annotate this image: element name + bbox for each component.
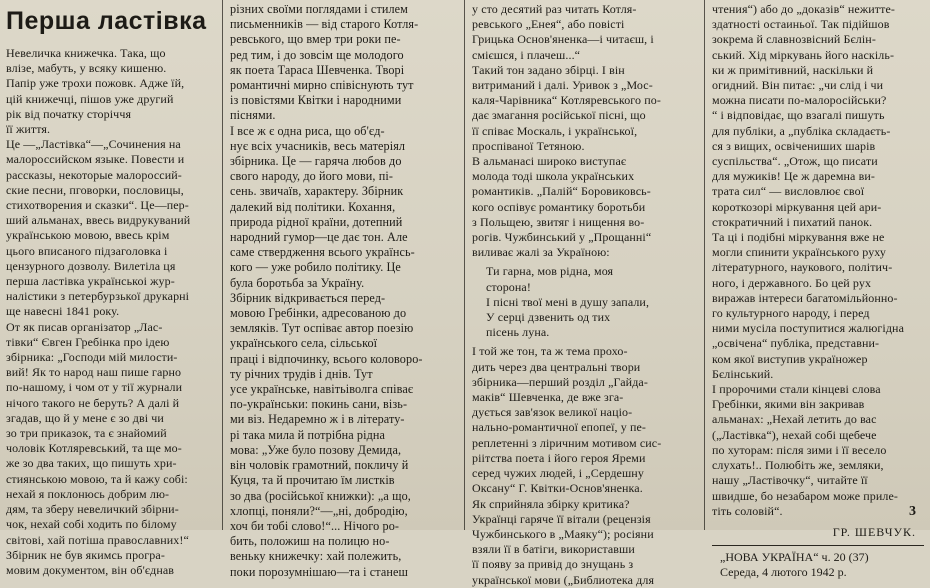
text-line: нічого такого не беруть? А далі й — [6, 395, 180, 410]
text-line: літературного, наукового, політич- — [712, 260, 893, 275]
text-line: От як писав організатор „Лас- — [6, 319, 163, 334]
text-line: Такий тон задано збірці. І він — [472, 62, 625, 77]
text-line: хлопці, поняли?“—„ні, добродію, — [230, 503, 408, 518]
text-line: ред тим, і до зовсім ще молодого — [230, 47, 404, 62]
text-line: тіть соловій“. — [712, 503, 783, 518]
text-line: І пророчими стали кінцеві слова — [712, 382, 881, 397]
column-rule — [704, 0, 705, 530]
text-line: збірника—перший розділ „Гайда- — [472, 374, 648, 389]
text-line: взяли її в батіги, використавши — [472, 542, 635, 557]
text-line: ними мусіла поступитися жалюгідна — [712, 321, 905, 336]
text-line: ми віз. Недаремно ж і в літерату- — [230, 412, 405, 427]
text-line: реплетенні з ліричним мотивом сис- — [472, 435, 662, 450]
text-line: Невеличка книжечка. Така, що — [6, 46, 166, 60]
text-line: у сто десятий раз читать Котля- — [472, 2, 637, 16]
text-line: налістики з петербурзької друкарні — [6, 289, 190, 304]
text-line: хоч би тобі слово!“... Нічого ро- — [230, 518, 400, 533]
text-line: вий! Як то народ наш пише гарно — [6, 365, 182, 380]
poem-quote — [472, 264, 698, 340]
text-line: стократичний і пихатий панок. — [712, 214, 873, 229]
column-3-text — [472, 2, 698, 260]
text-line: же зо два таких, що пишуть хри- — [6, 456, 177, 471]
text-line: зо два (російської книжки): „а що, — [230, 488, 411, 503]
text-line: Грицька Основ'яненка—і читаєш, і — [472, 32, 654, 47]
text-line: Оксану“ Г. Квітки-Основ'яненка. — [472, 481, 643, 496]
text-line: І той же тон, та ж тема прохо- — [472, 344, 628, 359]
masthead-title: „НОВА УКРАЇНА“ ч. 20 (37) — [720, 549, 869, 564]
text-line: він чоловік грамотний, покличу й — [230, 458, 409, 473]
text-line: зокрема й славнозвісний Бєлін- — [712, 32, 876, 47]
text-line: ший альманах, ввесь видрукуваний — [6, 213, 191, 228]
text-line: цензурного дозволу. Вилетіла ця — [6, 258, 176, 273]
text-line: дить через два центральні твори — [472, 359, 641, 374]
text-line: („Ластівка“), нехай собі щебече — [712, 427, 877, 442]
text-line: витриманий і далі. Уривок з „Мос- — [472, 78, 653, 93]
text-line: трата сил“ — висловлює свої — [712, 184, 865, 199]
text-line: для публіки, а „публіка складаєть- — [712, 123, 891, 138]
text-line: швидше, бо незабаром може приле- — [712, 488, 898, 503]
text-line: молода тоді школа українських — [472, 169, 635, 184]
text-line: її співає Москаль, і української, — [472, 123, 638, 138]
text-line: свого народу, до його мови, пі- — [230, 169, 393, 184]
text-line: ские песни, пговорки, пословицы, — [6, 182, 184, 197]
text-line: збірника: „Господи мій милости- — [6, 350, 178, 365]
text-line: мова: „Уже було позову Демида, — [230, 442, 402, 457]
text-line: рі така мила й потрібна рідна — [230, 427, 386, 442]
text-line: суспільства“. „Отож, що писати — [712, 154, 878, 169]
author-signature: ГР. ШЕВЧУК. — [832, 524, 916, 539]
text-line: згадав, що й у мене є зо дві чи — [6, 410, 164, 425]
text-line: ревського „Енея“, або повісті — [472, 17, 625, 32]
text-line: чоловік Котляревський, та ще мо- — [6, 441, 182, 456]
text-line: І пісні твої мені в душу запали, — [486, 294, 650, 309]
text-line: рік від початку сторіччя — [6, 106, 132, 121]
column-1-text — [6, 46, 216, 578]
column-rule — [222, 0, 223, 530]
text-line: каля-Чарівника“ Котляревського по- — [472, 93, 661, 108]
column-rule — [464, 0, 465, 530]
text-line: могли спинити українського руху — [712, 245, 887, 260]
text-line: ський. Хід міркувань його наскіль- — [712, 47, 895, 62]
text-line: “ і відповідає, що взагалі пишуть — [712, 108, 885, 123]
text-line: І все ж є одна риса, що об'єд- — [230, 123, 385, 138]
text-line: огидний. Він питає: „чи слід і чи — [712, 78, 884, 93]
text-line: була боротьба за Україну. — [230, 275, 365, 290]
text-line: чтения“) або до „доказів“ нежитте- — [712, 2, 895, 16]
text-line: чок, нехай собі ходить по білому — [6, 517, 177, 532]
text-line: праці і відпочинку, всього коловоро- — [230, 351, 423, 366]
text-line: Куця, та й прочитаю їм листків — [230, 473, 395, 488]
article-title: Перша ластівка — [6, 7, 207, 35]
text-line: Як сприйняла збірку критика? — [472, 496, 630, 511]
masthead-date: Середа, 4 лютого 1942 р. — [720, 564, 847, 579]
text-line: нує всіх учасників, весь матеріял — [230, 138, 406, 153]
text-line: Та ці і подібні міркування вже не — [712, 230, 885, 245]
text-line: Ти гарна, мов рідна, моя — [486, 264, 614, 279]
text-line: В альманасі широко виступає — [472, 154, 627, 169]
text-line: здатності остаиньої. Так підійшов — [712, 17, 890, 32]
text-line: саме ствердження всього українсь- — [230, 245, 415, 260]
text-line: виражав інтереси багатомільйонно- — [712, 290, 898, 305]
text-line: її появу за привід до знущань з — [472, 557, 634, 572]
text-line: веньку книжечку: хай полежить, — [230, 549, 402, 564]
text-line: піснями. — [230, 108, 276, 123]
text-line: романтиків. „Палій“ Боровиковсь- — [472, 184, 651, 199]
text-line: її життя. — [6, 122, 51, 137]
text-line: ще навесні 1841 року. — [6, 304, 120, 319]
text-line: проспіваної Тетяною. — [472, 138, 585, 153]
text-line: ки ж примітивний, наскільки й — [712, 62, 874, 77]
text-line: сторона! — [486, 279, 531, 294]
text-line: письменників — від старого Котля- — [230, 17, 419, 32]
text-line: по хуторам: після зими і її весело — [712, 442, 887, 457]
text-line: смієшся, і плачеш...“ — [472, 47, 581, 62]
text-line: серед чужих людей, і „Сердешну — [472, 466, 644, 481]
text-line: маків“ Шевченка, де вже зга- — [472, 390, 624, 405]
text-line: нехай я поклонюсь добрим лю- — [6, 486, 170, 501]
text-line: ріітства поета і його героя Яреми — [472, 450, 646, 465]
text-line: малороссийском языке. Повести и — [6, 152, 185, 167]
text-line: Збірник відкривається перед- — [230, 290, 386, 305]
text-line: ком якої виступив україножер — [712, 351, 868, 366]
text-line: Це —„Ластівка“—„Сочинения на — [6, 137, 181, 152]
text-line: перша ластівка українськоі жур- — [6, 274, 175, 289]
text-line: Бєлінський. — [712, 366, 774, 381]
text-line: Чужбинського в „Маяку“); росіяни — [472, 526, 654, 541]
text-line: нашу „Ластівочку“, читайте її — [712, 473, 868, 488]
text-line: го культурного народу, і перед — [712, 306, 870, 321]
column-3 — [466, 0, 704, 587]
text-line: українського села, сільської — [230, 336, 378, 351]
text-line: зо три приказок, та є знайомий — [6, 426, 167, 441]
text-line: Гребінки, якими він закривав — [712, 397, 865, 412]
column-2 — [224, 0, 464, 579]
text-line: мовим документом, він об'єднав — [6, 562, 175, 577]
text-line: для мужиків! Це ж даремна ви- — [712, 169, 875, 184]
text-line: влізе, мабуть, у всяку кишеню. — [6, 61, 167, 76]
text-line: Українці гаряче її вітали (рецензія — [472, 511, 651, 526]
text-line: дується зав'язок великої націо- — [472, 405, 633, 420]
text-line: різних своїми поглядами і стилем — [230, 2, 408, 16]
text-line: по-нашому, і чом от у тії журнали — [6, 380, 183, 395]
page-number: 3 — [909, 504, 916, 519]
text-line: ревського, що вмер три роки пе- — [230, 32, 401, 47]
text-line: цій книжечці, пішов уже другий — [6, 91, 174, 106]
text-line: дає змагання російської пісні, що — [472, 108, 646, 123]
text-line: ного, і державного. Бо цей рух — [712, 275, 872, 290]
column-4 — [706, 0, 930, 579]
text-line: усе українське, навітьіволга співає — [230, 382, 414, 397]
text-line: Збірник не був якимсь програ- — [6, 547, 165, 562]
text-line: можна писати по-малоросійськи? — [712, 93, 887, 108]
text-line: поки порозумнішаю—та і станеш — [230, 564, 408, 579]
text-line: бить, положиш на полицю но- — [230, 534, 390, 549]
column-2-text — [230, 2, 458, 580]
masthead-divider — [712, 545, 924, 546]
text-line: кого — уже робило політику. Це — [230, 260, 401, 275]
text-line: по-українськи: покинь сани, візь- — [230, 397, 408, 412]
text-line: стиянською мовою, та й кажу собі: — [6, 471, 188, 486]
text-line: природа рідної країни, дотепний — [230, 214, 403, 229]
text-line: кого оспівує романтику боротьби — [472, 199, 646, 214]
text-line: цього вписаного підзаголовка і — [6, 243, 168, 258]
text-line: У серці дзвенить од тих — [486, 310, 611, 325]
text-line: ту річних трудів і днів. Тут — [230, 366, 373, 381]
text-line: стихотворения и сказки“. Це—пер- — [6, 198, 189, 213]
text-line: тівки“ Євген Гребінка про ідею — [6, 334, 170, 349]
text-line: дям, та зберу невеличкий збірни- — [6, 502, 179, 517]
text-line: з Польщею, звитяг і нищення во- — [472, 214, 645, 229]
text-line: земляків. Тут оспіває автор поезію — [230, 321, 414, 336]
text-line: пісень луна. — [486, 325, 550, 340]
text-line: слухать!.. Полюбіть же, земляки, — [712, 458, 884, 473]
text-line: сень. звичаїв, характеру. Збірник — [230, 184, 404, 199]
text-line: виливає жалі за Україною: — [472, 245, 610, 260]
text-line: ся з вищих, освічениших шарів — [712, 138, 876, 153]
text-line: короткозорі міркування цей ари- — [712, 199, 882, 214]
text-line: збірника. Це — гаряча любов до — [230, 154, 402, 169]
column-3-text-continued — [472, 344, 698, 587]
text-line: альманах: „Нехай летить до вас — [712, 412, 877, 427]
text-line: народний гумор—це дає тон. Але — [230, 230, 408, 245]
text-line: нально-романтичної епопеї, у пе- — [472, 420, 646, 435]
column-4-text — [712, 2, 924, 519]
text-line: рассказы, некоторые малороссий- — [6, 167, 182, 182]
text-line: романтичні мирно співіснують тут — [230, 78, 414, 93]
text-line: Папір уже трохи пожовк. Адже їй, — [6, 76, 185, 91]
column-1 — [0, 0, 222, 577]
text-line: із повістями Квітки і народними — [230, 93, 402, 108]
text-line: як поета Тараса Шевченка. Творі — [230, 62, 405, 77]
text-line: рогів. Чужбинський у „Прощанні“ — [472, 230, 652, 245]
text-line: „освічена“ публіка, представни- — [712, 336, 880, 351]
text-line: світові, хай потіша православних!“ — [6, 532, 189, 547]
text-line: мовою Гребінки, адресованою до — [230, 306, 407, 321]
text-line: українською мовою, ввесь крім — [6, 228, 170, 243]
text-line: української мови („Библиотека для — [472, 572, 655, 587]
text-line: далекий від політики. Кохання, — [230, 199, 396, 214]
